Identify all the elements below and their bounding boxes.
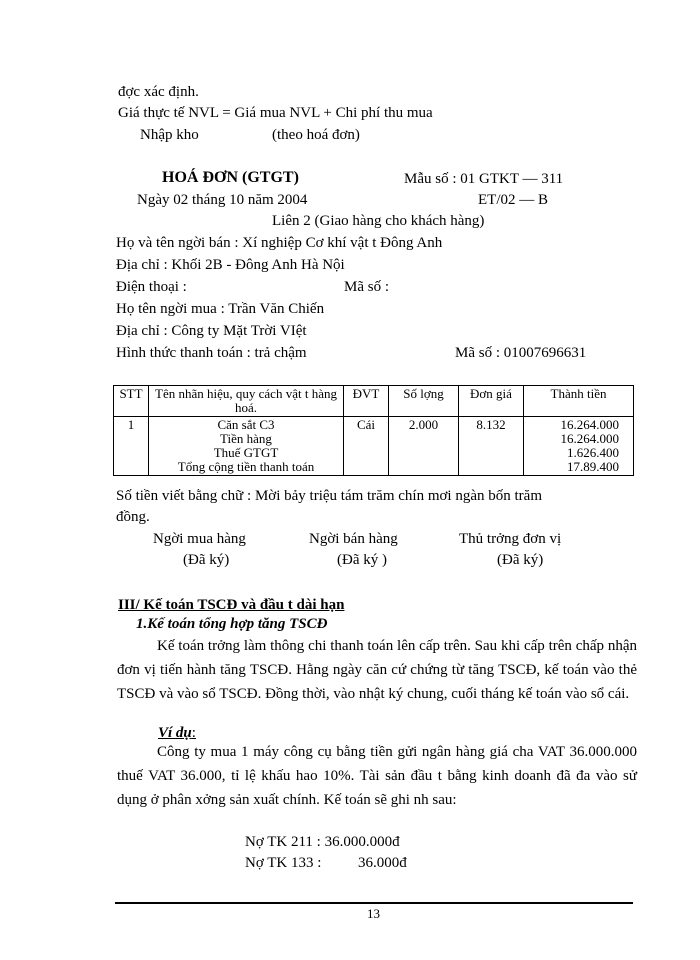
table-row <box>114 417 634 476</box>
section-heading: III/ Kế toán TSCĐ và đầu t dài hạn <box>118 597 345 613</box>
table-header-row <box>114 386 634 417</box>
col-header-amount: Thành tiền <box>524 386 634 417</box>
seller-phone: Điện thoại : <box>116 279 187 295</box>
cell-amounts <box>524 417 634 476</box>
amount-line-2: 16.264.000 <box>560 431 619 446</box>
seller-tax-code: Mã số : <box>344 279 389 295</box>
section-subheading: 1.Kế toán tổng hợp tăng TSCĐ <box>136 616 328 632</box>
invoice-table <box>113 385 634 476</box>
item-line-3: Thuế GTGT <box>213 445 279 460</box>
seller-name: Họ và tên ngời bán : Xí nghiệp Cơ khí vật t Đông Anh <box>116 235 443 251</box>
col-header-unit: ĐVT <box>344 386 389 417</box>
signature-director-role: Thủ trởng đơn vị <box>459 531 562 547</box>
signature-buyer-role: Ngời mua hàng <box>153 531 246 547</box>
col-header-qty: Số lợng <box>389 386 459 417</box>
signature-seller-status: (Đã ký ) <box>337 552 387 568</box>
cell-price: 8.132 <box>459 417 524 476</box>
payment-method: Hình thức thanh toán : trả chậm <box>116 345 307 361</box>
example-label: Ví dụ <box>158 725 192 741</box>
journal-entry-2-value: 36.000đ <box>358 855 407 871</box>
invoice-form-number: Mẫu số : 01 GTKT — 311 <box>404 171 564 187</box>
amount-in-words-line-2: đồng. <box>116 509 150 525</box>
intro-line-2: Giá thực tế NVL = Giá mua NVL + Chi phí thu mua <box>118 105 433 121</box>
intro-line-3a: Nhập kho <box>140 127 199 143</box>
amount-line-3: 1.626.400 <box>567 445 619 460</box>
col-header-stt: STT <box>114 386 149 417</box>
cell-unit: Cái <box>344 417 389 476</box>
page-number: 13 <box>367 906 380 921</box>
amount-line-1: 16.264.000 <box>560 417 619 432</box>
cell-qty: 2.000 <box>389 417 459 476</box>
cell-items <box>149 417 344 476</box>
buyer-address: Địa chỉ : Công ty Mặt Trời VIệt <box>116 323 307 339</box>
amount-line-4: 17.89.400 <box>567 459 619 474</box>
buyer-tax-code: Mã số : 01007696631 <box>455 345 587 361</box>
signature-buyer-status: (Đã ký) <box>183 552 230 568</box>
journal-entry-1: Nợ TK 211 : 36.000.000đ <box>245 834 400 850</box>
signature-seller-role: Ngời bán hàng <box>309 531 398 547</box>
section-paragraph: Kế toán trởng làm thông chi thanh toán lên cấp trên. Sau khi cấp trên chấp nhận đơn vị tiến hành tăng TSCĐ. Hằng ngày căn cứ chứng từ tăng TSCĐ, kế toán vào thẻ TSCĐ và vào sổ TSCĐ. Đồng thời, vào nhật ký chung, cuối tháng kế toán vào sổ cái. <box>117 638 637 702</box>
invoice-title: HOÁ ĐƠN (GTGT) <box>162 169 299 186</box>
amount-in-words-line-1: Số tiền viết bằng chữ : Mời bảy triệu tám trăm chín mơi ngàn bốn trăm <box>116 488 542 504</box>
item-line-1: Căn sắt C3 <box>217 417 275 432</box>
col-header-item: Tên nhãn hiệu, quy cách vật t hàng hoá. <box>149 386 344 417</box>
footer-divider <box>115 902 633 904</box>
item-line-4: Tổng cộng tiền thanh toán <box>177 459 315 474</box>
intro-line-3b: (theo hoá đơn) <box>272 127 360 143</box>
buyer-name: Họ tên ngời mua : Trần Văn Chiến <box>116 301 325 317</box>
item-line-2: Tiền hàng <box>220 431 272 446</box>
journal-entry-2-label: Nợ TK 133 : <box>245 855 322 871</box>
seller-address: Địa chỉ : Khối 2B - Đông Anh Hà Nội <box>116 257 345 273</box>
col-header-price: Đơn giá <box>459 386 524 417</box>
invoice-serial: ET/02 — B <box>478 192 548 208</box>
cell-stt: 1 <box>114 417 149 476</box>
example-colon: : <box>191 725 196 741</box>
signature-director-status: (Đã ký) <box>497 552 544 568</box>
example-paragraph: Công ty mua 1 máy công cụ bằng tiền gửi ngân hàng giá cha VAT 36.000.000 thuế VAT 36.000, tỉ lệ khấu hao 10%. Tài sản đầu t bằng kinh doanh đã đa vào sử dụng ở phân xởng sản xuất chính. Kế toán sẽ ghi nh sau: <box>117 744 637 808</box>
invoice-copy: Liên 2 (Giao hàng cho khách hàng) <box>272 213 485 229</box>
intro-line-1: đợc xác định. <box>118 84 199 100</box>
invoice-date: Ngày 02 tháng 10 năm 2004 <box>137 192 308 208</box>
